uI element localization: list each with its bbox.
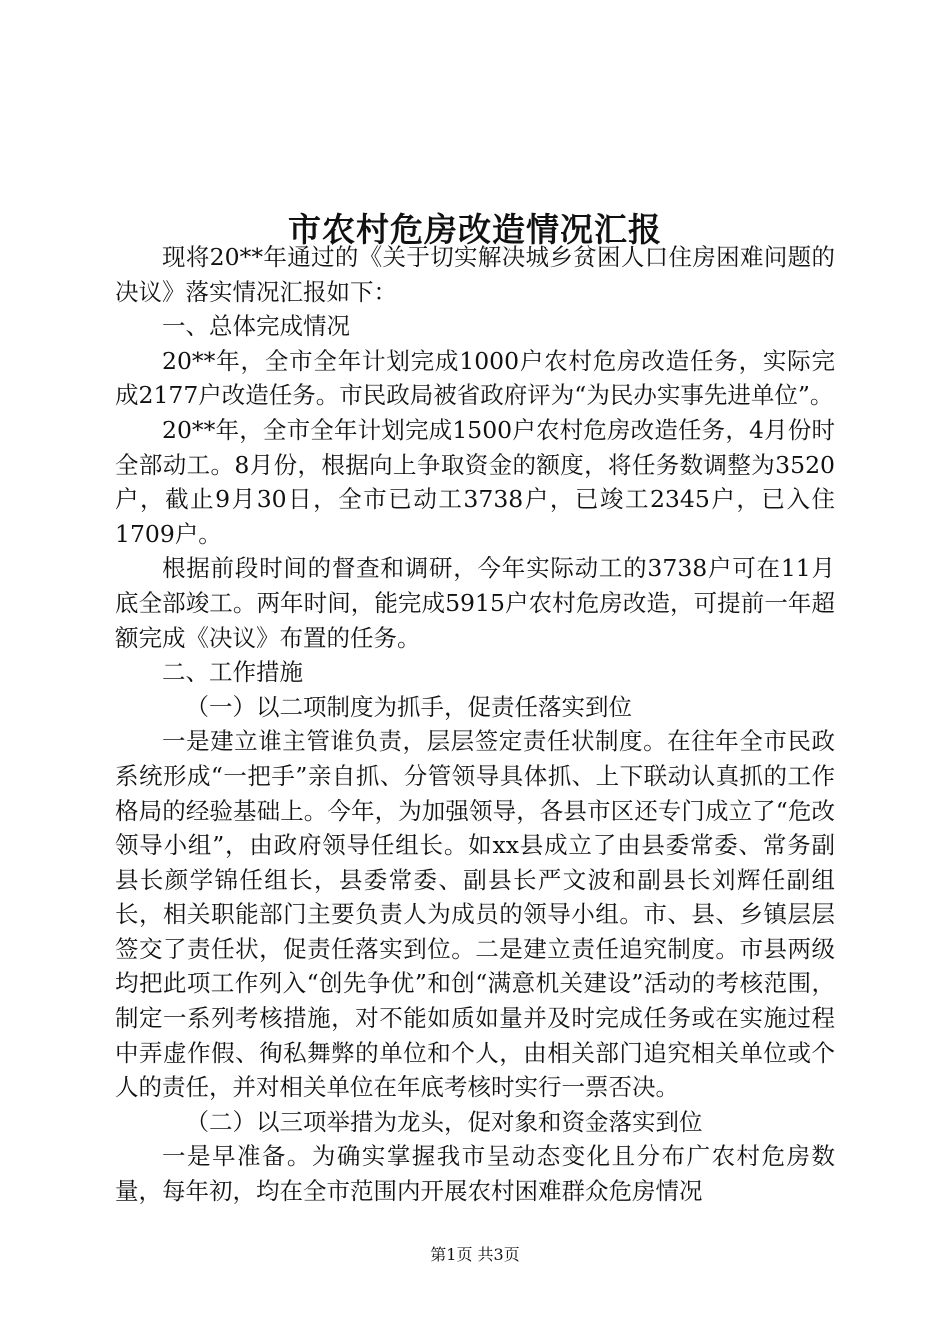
subsection-heading-1: （一）以二项制度为抓手，促责任落实到位 (185, 692, 632, 721)
paragraph-this-year: 20**年，全市全年计划完成1500户农村危房改造任务，4月份时全部动工。8月份，根据向上争取资金的额度，将任务数调整为3520户，截止9月30日，全市已动工3738户，已竣工2345户，已入住1709户。 (115, 415, 835, 548)
page-footer: 第1页 共3页 (430, 1245, 520, 1264)
section-heading-measures: 二、工作措施 (162, 658, 303, 687)
paragraph-forecast: 根据前段时间的督查和调研，今年实际动工的3738户可在11月底全部竣工。两年时间，能完成5915户农村危房改造，可提前一年超额完成《决议》布置的任务。 (115, 554, 835, 652)
document-title: 市农村危房改造情况汇报 (288, 210, 662, 250)
paragraph-early-preparation: 一是早准备。为确实掌握我市呈动态变化且分布广农村危房数量，每年初，均在全市范围内开展农村困难群众危房情况 (115, 1142, 835, 1206)
subsection-heading-2: （二）以三项举措为龙头，促对象和资金落实到位 (185, 1107, 703, 1136)
paragraph-intro: 现将20**年通过的《关于切实解决城乡贫困人口住房困难问题的决议》落实情况汇报如下： (115, 243, 835, 306)
section-heading-overall: 一、总体完成情况 (162, 312, 350, 341)
paragraph-last-year: 20**年，全市全年计划完成1000户农村危房改造任务，实际完成2177户改造任务。市民政局被省政府评为“为民办实事先进单位”。 (115, 346, 835, 410)
paragraph-responsibility: 一是建立谁主管谁负责，层层签定责任状制度。在往年全市民政系统形成“一把手”亲自抓、分管领导具体抓、上下联动认真抓的工作格局的经验基础上。今年，为加强领导，各县市区还专门成立了“危改领导小组”，由政府领导任组长。如xx县成立了由县委常委、常务副县长颜学锦任组长，县委常委、副县长严文波和副县长刘辉任副组长，相关职能部门主要负责人为成员的领导小组。市、县、乡镇层层签交了责任状，促责任落实到位。二是建立责任追究制度。市县两级均把此项工作列入“创先争优”和创“满意机关建设”活动的考核范围，制定一系列考核措施，对不能如质如量并及时完成任务或在实施过程中弄虚作假、徇私舞弊的单位和个人，由相关部门追究相关单位或个人的责任，并对相关单位在年底考核时实行一票否决。 (115, 727, 835, 1102)
document-body (115, 240, 835, 1209)
